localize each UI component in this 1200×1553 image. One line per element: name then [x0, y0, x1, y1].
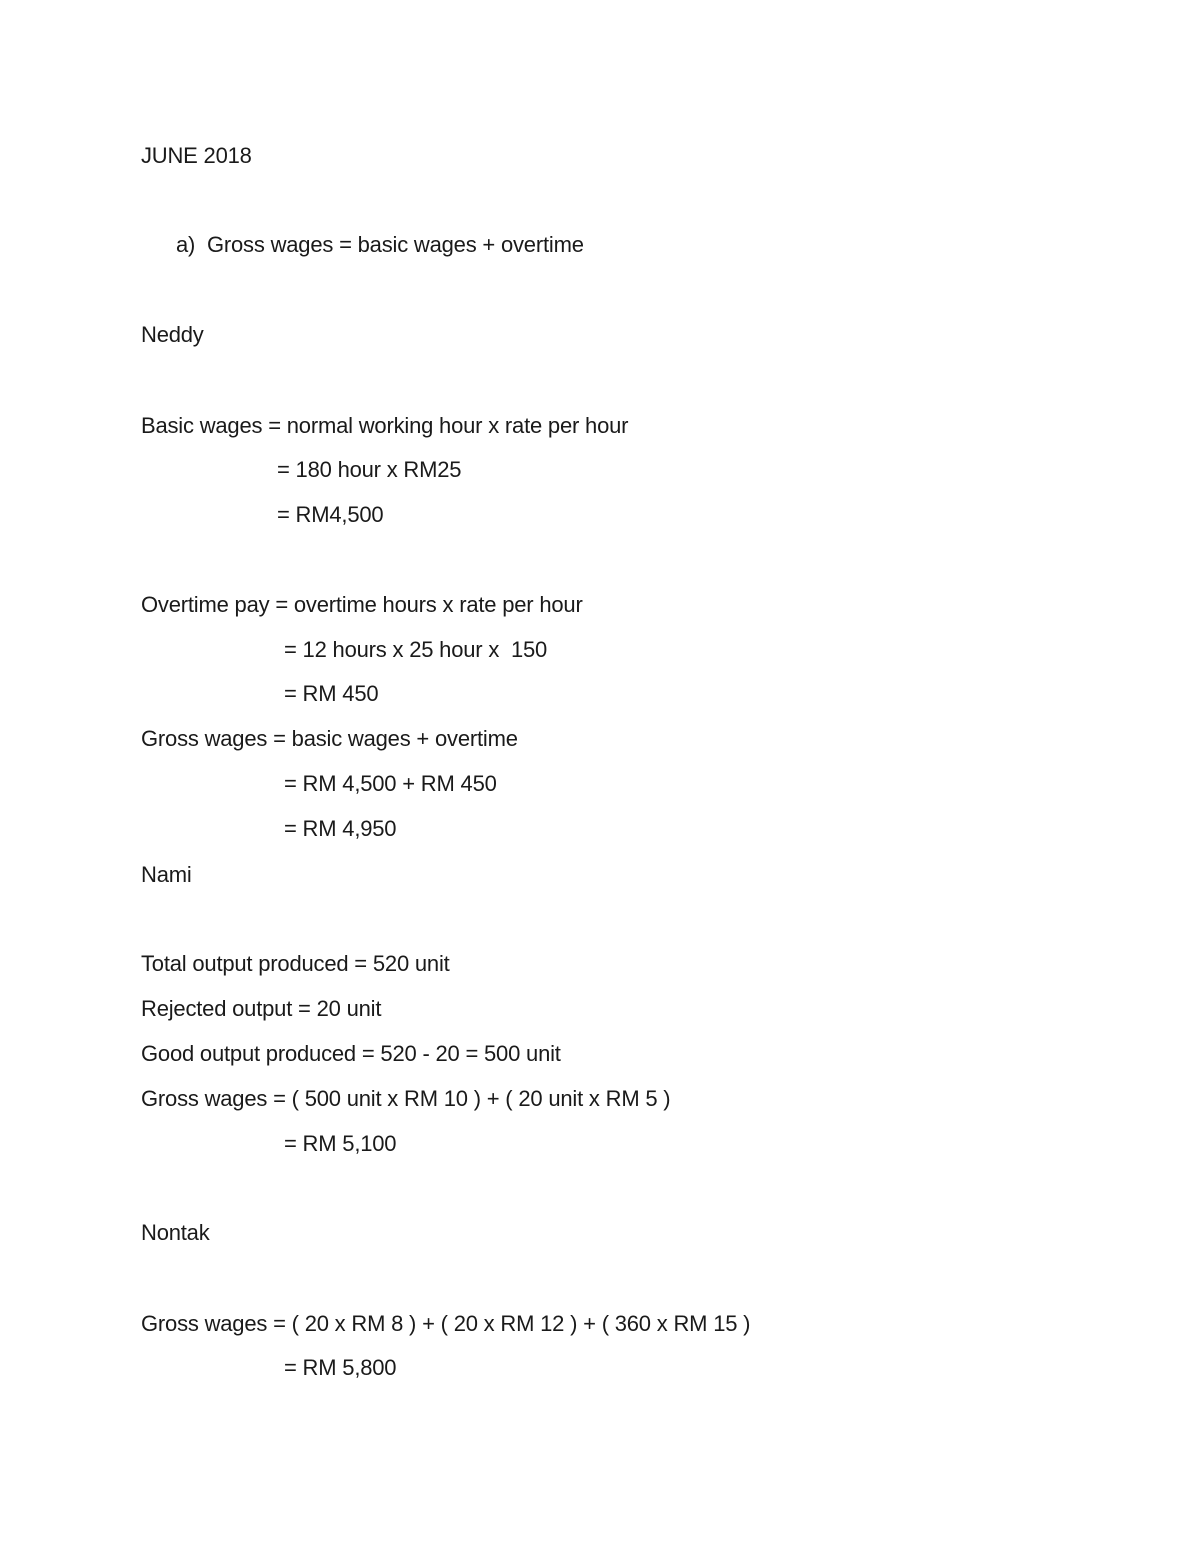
neddy-heading: Neddy [141, 322, 204, 347]
nami-good-output: Good output produced = 520 - 20 = 500 unit [141, 1041, 561, 1066]
nami-heading: Nami [141, 862, 192, 887]
neddy-gross-formula: Gross wages = basic wages + overtime [141, 726, 518, 751]
neddy-basic-wages-result: = RM4,500 [277, 502, 384, 527]
nontak-heading: Nontak [141, 1220, 210, 1245]
neddy-overtime-result: = RM 450 [284, 681, 379, 706]
nami-gross-formula: Gross wages = ( 500 unit x RM 10 ) + ( 20 unit x RM 5 ) [141, 1086, 671, 1111]
neddy-basic-wages-formula: Basic wages = normal working hour x rate per hour [141, 413, 629, 438]
document-title: JUNE 2018 [141, 143, 252, 168]
neddy-overtime-formula: Overtime pay = overtime hours x rate per hour [141, 592, 583, 617]
nontak-gross-formula: Gross wages = ( 20 x RM 8 ) + ( 20 x RM 12 ) + ( 360 x RM 15 ) [141, 1311, 751, 1336]
neddy-gross-calc: = RM 4,500 + RM 450 [284, 771, 497, 796]
nami-total-output: Total output produced = 520 unit [141, 951, 450, 976]
nontak-gross-result: = RM 5,800 [284, 1355, 397, 1380]
neddy-gross-result: = RM 4,950 [284, 816, 397, 841]
neddy-basic-wages-calc: = 180 hour x RM25 [277, 457, 462, 482]
question-a: a) Gross wages = basic wages + overtime [176, 232, 584, 257]
neddy-overtime-calc: = 12 hours x 25 hour x 150 [284, 637, 548, 662]
nami-gross-result: = RM 5,100 [284, 1131, 397, 1156]
nami-rejected-output: Rejected output = 20 unit [141, 996, 382, 1021]
